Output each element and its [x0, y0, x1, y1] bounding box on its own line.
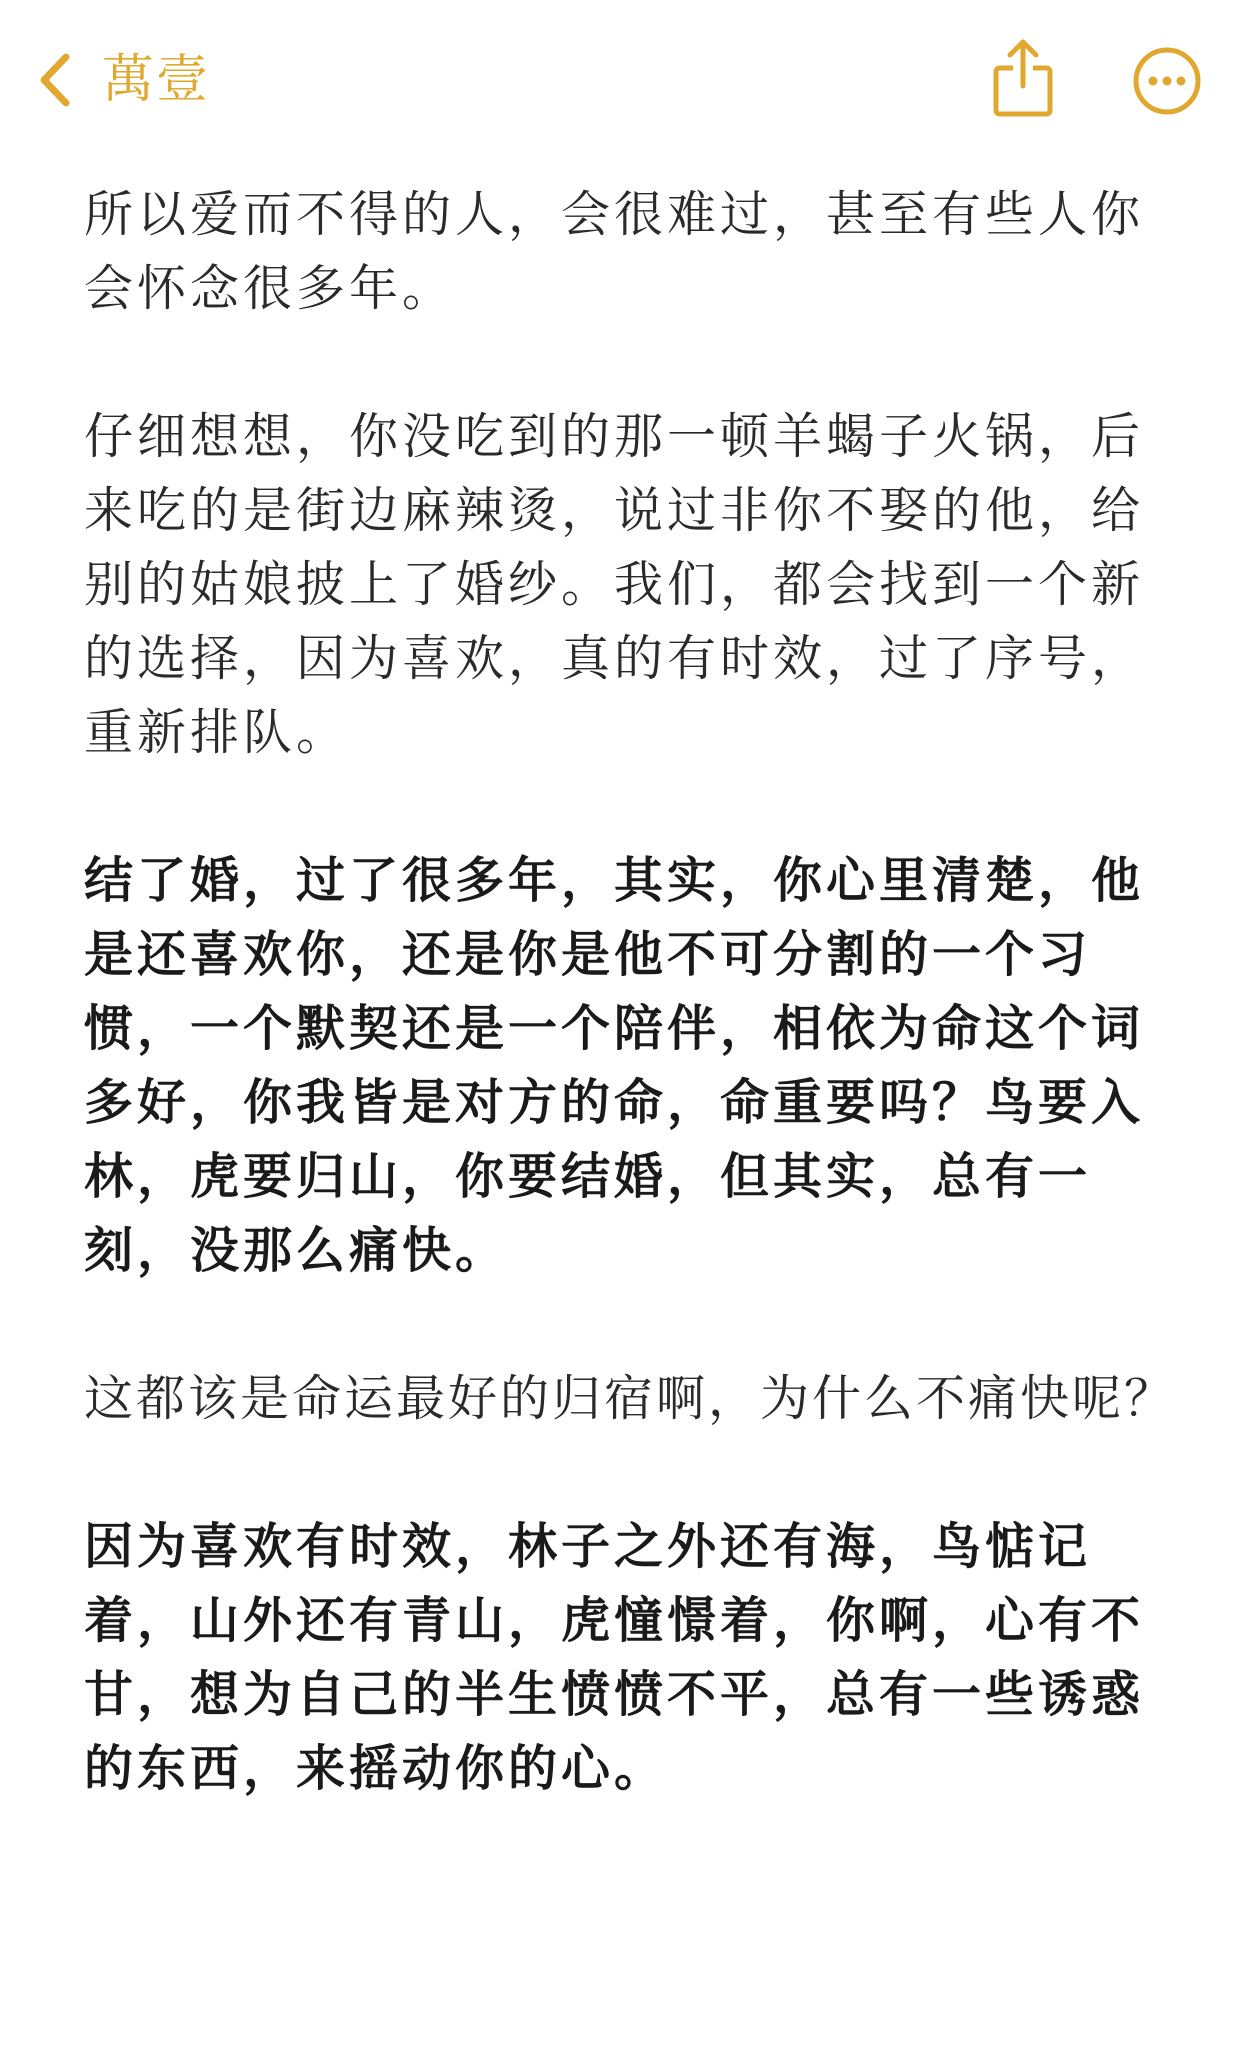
- back-button[interactable]: [36, 48, 210, 112]
- share-icon: [992, 38, 1054, 118]
- ellipsis-circle-icon: [1132, 46, 1202, 116]
- navigation-bar: [0, 0, 1242, 160]
- note-paragraph: 这都该是命运最好的归宿啊，为什么不痛快呢？: [84, 1370, 1177, 1427]
- share-button[interactable]: [992, 38, 1054, 118]
- note-paragraph-bold: 结了婚，过了很多年，其实，你心里清楚，他是还喜欢你，还是你是他不可分割的一个习惯，一个默契还是一个陪伴，相依为命这个词多好，你我皆是对方的命，命重要吗？鸟要入林，虎要归山，你要结婚，但其实，总有一刻，没那么痛快。: [84, 852, 1145, 1279]
- more-options-button[interactable]: [1132, 46, 1202, 116]
- note-paragraph-bold: 因为喜欢有时效，林子之外还有海，鸟惦记着，山外还有青山，虎憧憬着，你啊，心有不甘，想为自己的半生愤愤不平，总有一些诱惑的东西，来摇动你的心。: [84, 1518, 1145, 1797]
- note-body[interactable]: [84, 178, 1184, 1880]
- chevron-left-icon: [36, 51, 74, 109]
- back-label: 萬壹: [102, 50, 211, 110]
- note-paragraph: 仔细想想，你没吃到的那一顿羊蝎子火锅，后来吃的是街边麻辣烫，说过非你不娶的他，给别的姑娘披上了婚纱。我们，都会找到一个新的选择，因为喜欢，真的有时效，过了序号，重新排队。: [84, 408, 1145, 761]
- note-paragraph: 所以爱而不得的人，会很难过，甚至有些人你会怀念很多年。: [84, 186, 1145, 317]
